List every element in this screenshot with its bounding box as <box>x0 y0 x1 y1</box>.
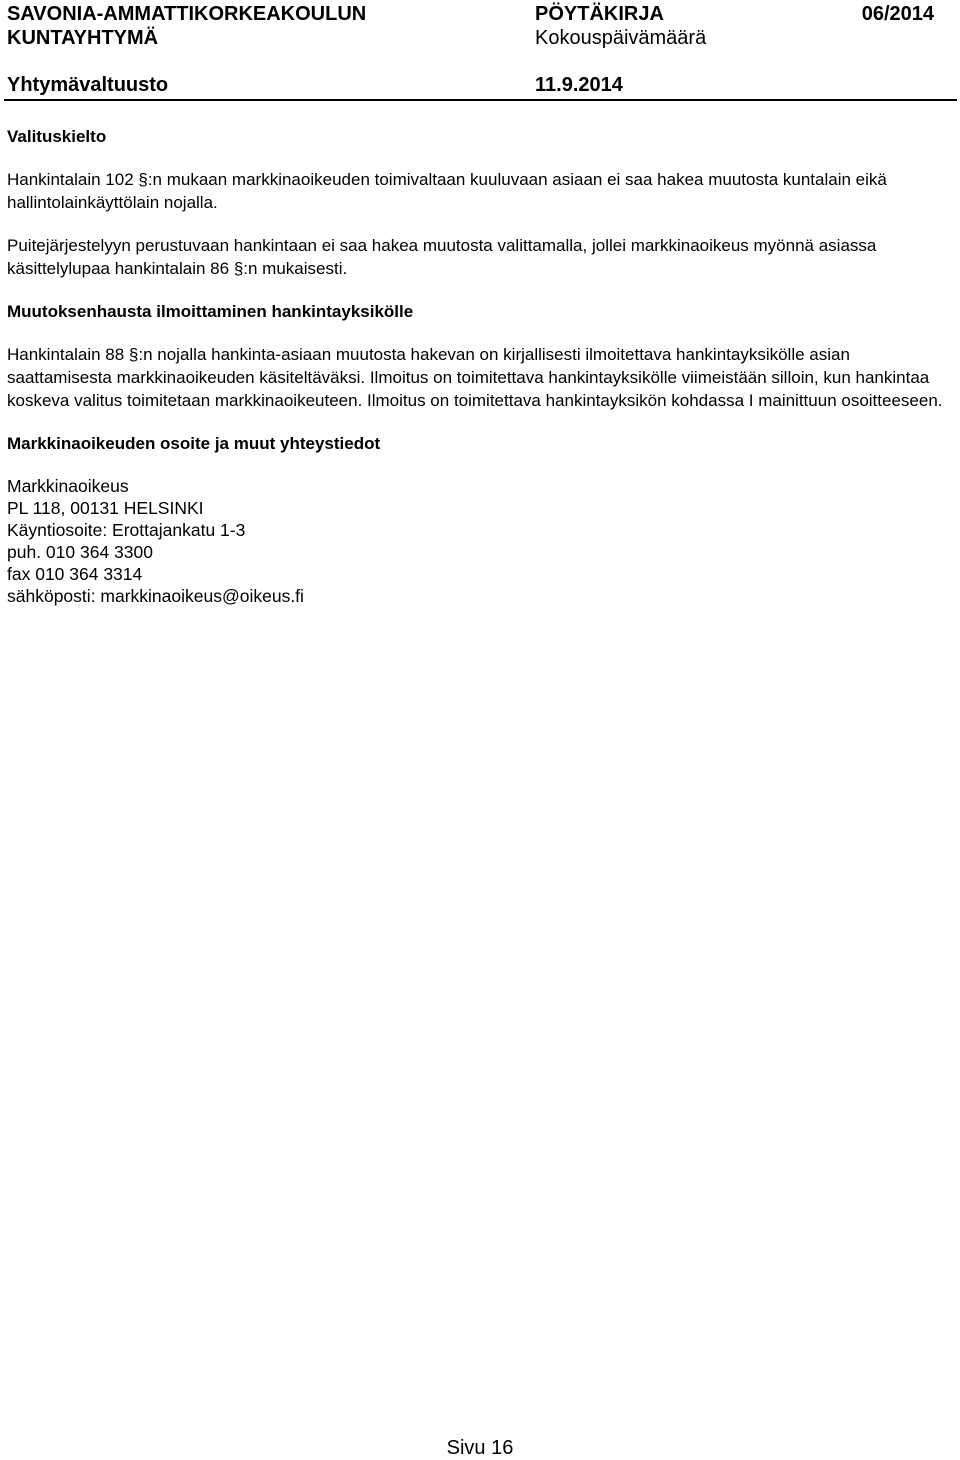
heading-yhteystiedot: Markkinaoikeuden osoite ja muut yhteystiedot <box>7 434 381 453</box>
contact-name: Markkinaoikeus <box>7 476 129 496</box>
contact-postal-address: PL 118, 00131 HELSINKI <box>7 498 204 518</box>
contact-visiting-address: Käyntiosoite: Erottajankatu 1-3 <box>7 520 246 540</box>
document-body <box>7 125 952 607</box>
paragraph-valituskielto-2: Puitejärjestelyyn perustuvaan hankintaan ei saa hakea muutosta valittamalla, jollei markkinaoikeus myönnä asiassa käsittelylupaa hankintalain 86 §:n mukaisesti. <box>7 236 877 278</box>
contact-email: sähköposti: markkinaoikeus@oikeus.fi <box>7 586 304 606</box>
contact-address-block <box>7 475 952 607</box>
header-divider <box>4 99 957 101</box>
organization-name-line2: KUNTAYHTYMÄ <box>7 27 159 49</box>
meeting-date-label: Kokouspäivämäärä <box>535 27 707 49</box>
page-number: Sivu 16 <box>446 1437 514 1459</box>
contact-fax: fax 010 364 3314 <box>7 564 143 584</box>
document-number: 06/2014 <box>861 3 934 25</box>
heading-valituskielto: Valituskielto <box>7 127 107 146</box>
heading-ilmoittaminen: Muutoksenhausta ilmoittaminen hankintayksikölle <box>7 302 414 321</box>
contact-phone: puh. 010 364 3300 <box>7 542 153 562</box>
paragraph-ilmoittaminen: Hankintalain 88 §:n nojalla hankinta-asiaan muutosta hakevan on kirjallisesti ilmoitettava hankintayksikölle asian saattamisesta markkinaoikeuden käsiteltäväksi. Ilmoitus on toimitettava hankintayksikölle viimeistään silloin, kun hankintaa koskeva valitus toimitetaan markkinaoikeuteen. Ilmoitus on toimitettava hankintayksikön kohdassa I mainittuun osoitteeseen. <box>7 345 943 410</box>
document-type: PÖYTÄKIRJA <box>535 3 664 25</box>
body-name: Yhtymävaltuusto <box>7 74 169 96</box>
paragraph-valituskielto-1: Hankintalain 102 §:n mukaan markkinaoikeuden toimivaltaan kuuluvaan asiaan ei saa hakea muutosta kuntalain eikä hallintolainkäyttölain nojalla. <box>7 170 887 212</box>
organization-name-line1: SAVONIA-AMMATTIKORKEAKOULUN <box>7 3 367 25</box>
meeting-date: 11.9.2014 <box>535 74 623 96</box>
